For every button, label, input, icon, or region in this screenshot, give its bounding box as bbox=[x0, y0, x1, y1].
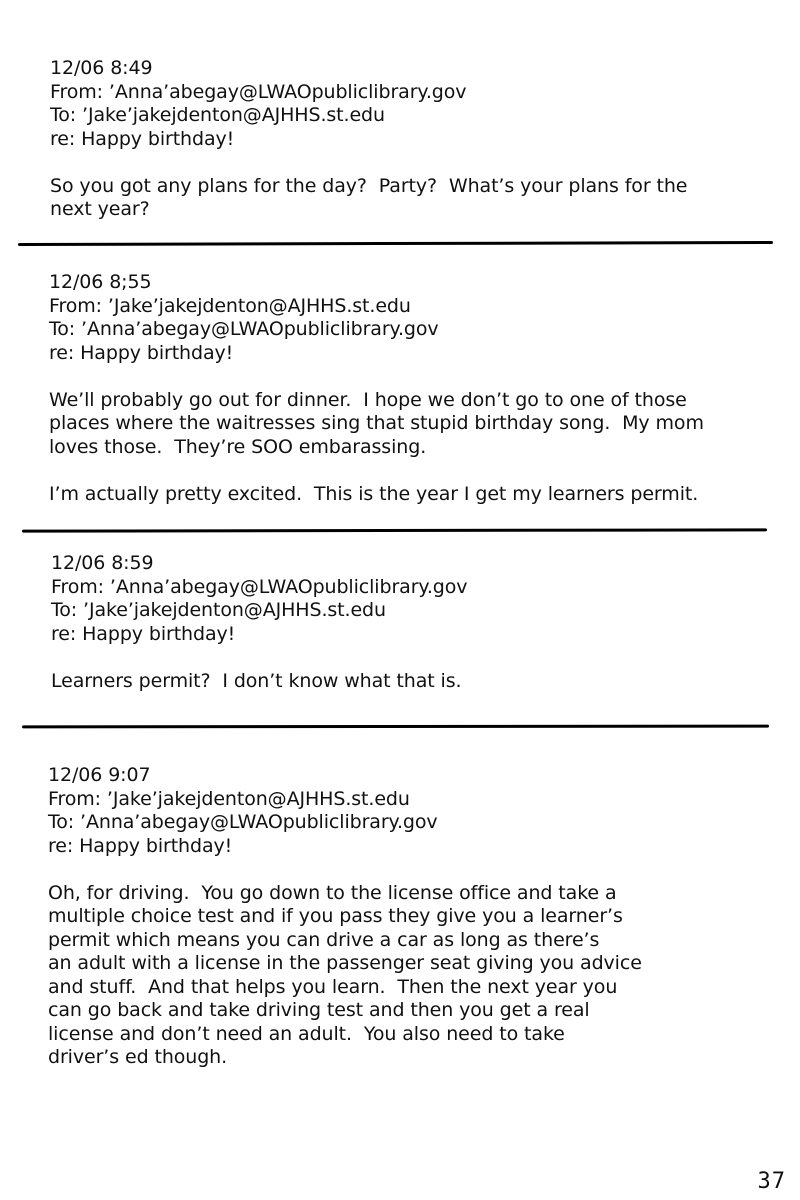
message-divider bbox=[22, 725, 769, 729]
message-body-line: permit which means you can drive a car as long as there’s bbox=[48, 928, 600, 951]
message-body-line: driver’s ed though. bbox=[48, 1046, 228, 1068]
message-body-line: loves those. They’re SOO embarassing. bbox=[49, 435, 427, 458]
message-to: To: ’Anna’abegay@LWAOpubliclibrary.gov bbox=[48, 811, 438, 833]
message-body-line: I’m actually pretty excited. This is the year I get my learners permit. bbox=[49, 482, 699, 505]
email-message bbox=[51, 552, 467, 693]
message-timestamp: 12/06 8:49 bbox=[50, 57, 153, 79]
message-timestamp: 12/06 8:59 bbox=[51, 552, 154, 574]
message-from: From: ’Jake’jakejdenton@AJHHS.st.edu bbox=[49, 294, 411, 317]
message-divider bbox=[18, 241, 773, 246]
message-body-line: Learners permit? I don’t know what that is. bbox=[51, 669, 462, 692]
message-to: To: ’Jake’jakejdenton@AJHHS.st.edu bbox=[51, 599, 386, 621]
message-from: From: ’Jake’jakejdenton@AJHHS.st.edu bbox=[48, 787, 410, 810]
message-from: From: ’Anna’abegay@LWAOpubliclibrary.gov bbox=[51, 575, 468, 598]
message-timestamp: 12/06 8;55 bbox=[49, 271, 152, 293]
message-body-line: and stuff. And that helps you learn. Then the next year you bbox=[48, 975, 618, 998]
message-divider bbox=[22, 528, 767, 532]
message-subject: re: Happy birthday! bbox=[48, 834, 233, 857]
message-to: To: ’Jake’jakejdenton@AJHHS.st.edu bbox=[50, 104, 385, 126]
message-subject: re: Happy birthday! bbox=[51, 622, 236, 645]
message-body-line: multiple choice test and if you pass they give you a learner’s bbox=[48, 905, 623, 927]
message-body-line: can go back and take driving test and then you get a real bbox=[48, 999, 590, 1021]
page-number: 37 bbox=[757, 1169, 786, 1194]
message-body-line: an adult with a license in the passenger seat giving you advice bbox=[48, 952, 642, 974]
message-subject: re: Happy birthday! bbox=[49, 341, 234, 364]
message-body-line: next year? bbox=[50, 198, 150, 220]
message-subject: re: Happy birthday! bbox=[50, 127, 235, 150]
message-from: From: ’Anna’abegay@LWAOpubliclibrary.gov bbox=[50, 80, 467, 103]
message-to: To: ’Anna’abegay@LWAOpubliclibrary.gov bbox=[49, 318, 439, 340]
message-timestamp: 12/06 9:07 bbox=[48, 764, 151, 786]
email-message bbox=[48, 764, 642, 1070]
message-body-line: So you got any plans for the day? Party? What’s your plans for the bbox=[50, 174, 688, 197]
message-body-line: Oh, for driving. You go down to the license office and take a bbox=[48, 881, 617, 904]
message-body-line: We’ll probably go out for dinner. I hope we don’t go to one of those bbox=[49, 388, 687, 411]
email-message bbox=[49, 271, 704, 506]
email-message bbox=[50, 57, 687, 222]
message-body-line: license and don’t need an adult. You also need to take bbox=[48, 1022, 565, 1045]
message-body-line: places where the waitresses sing that stupid birthday song. My mom bbox=[49, 412, 704, 434]
